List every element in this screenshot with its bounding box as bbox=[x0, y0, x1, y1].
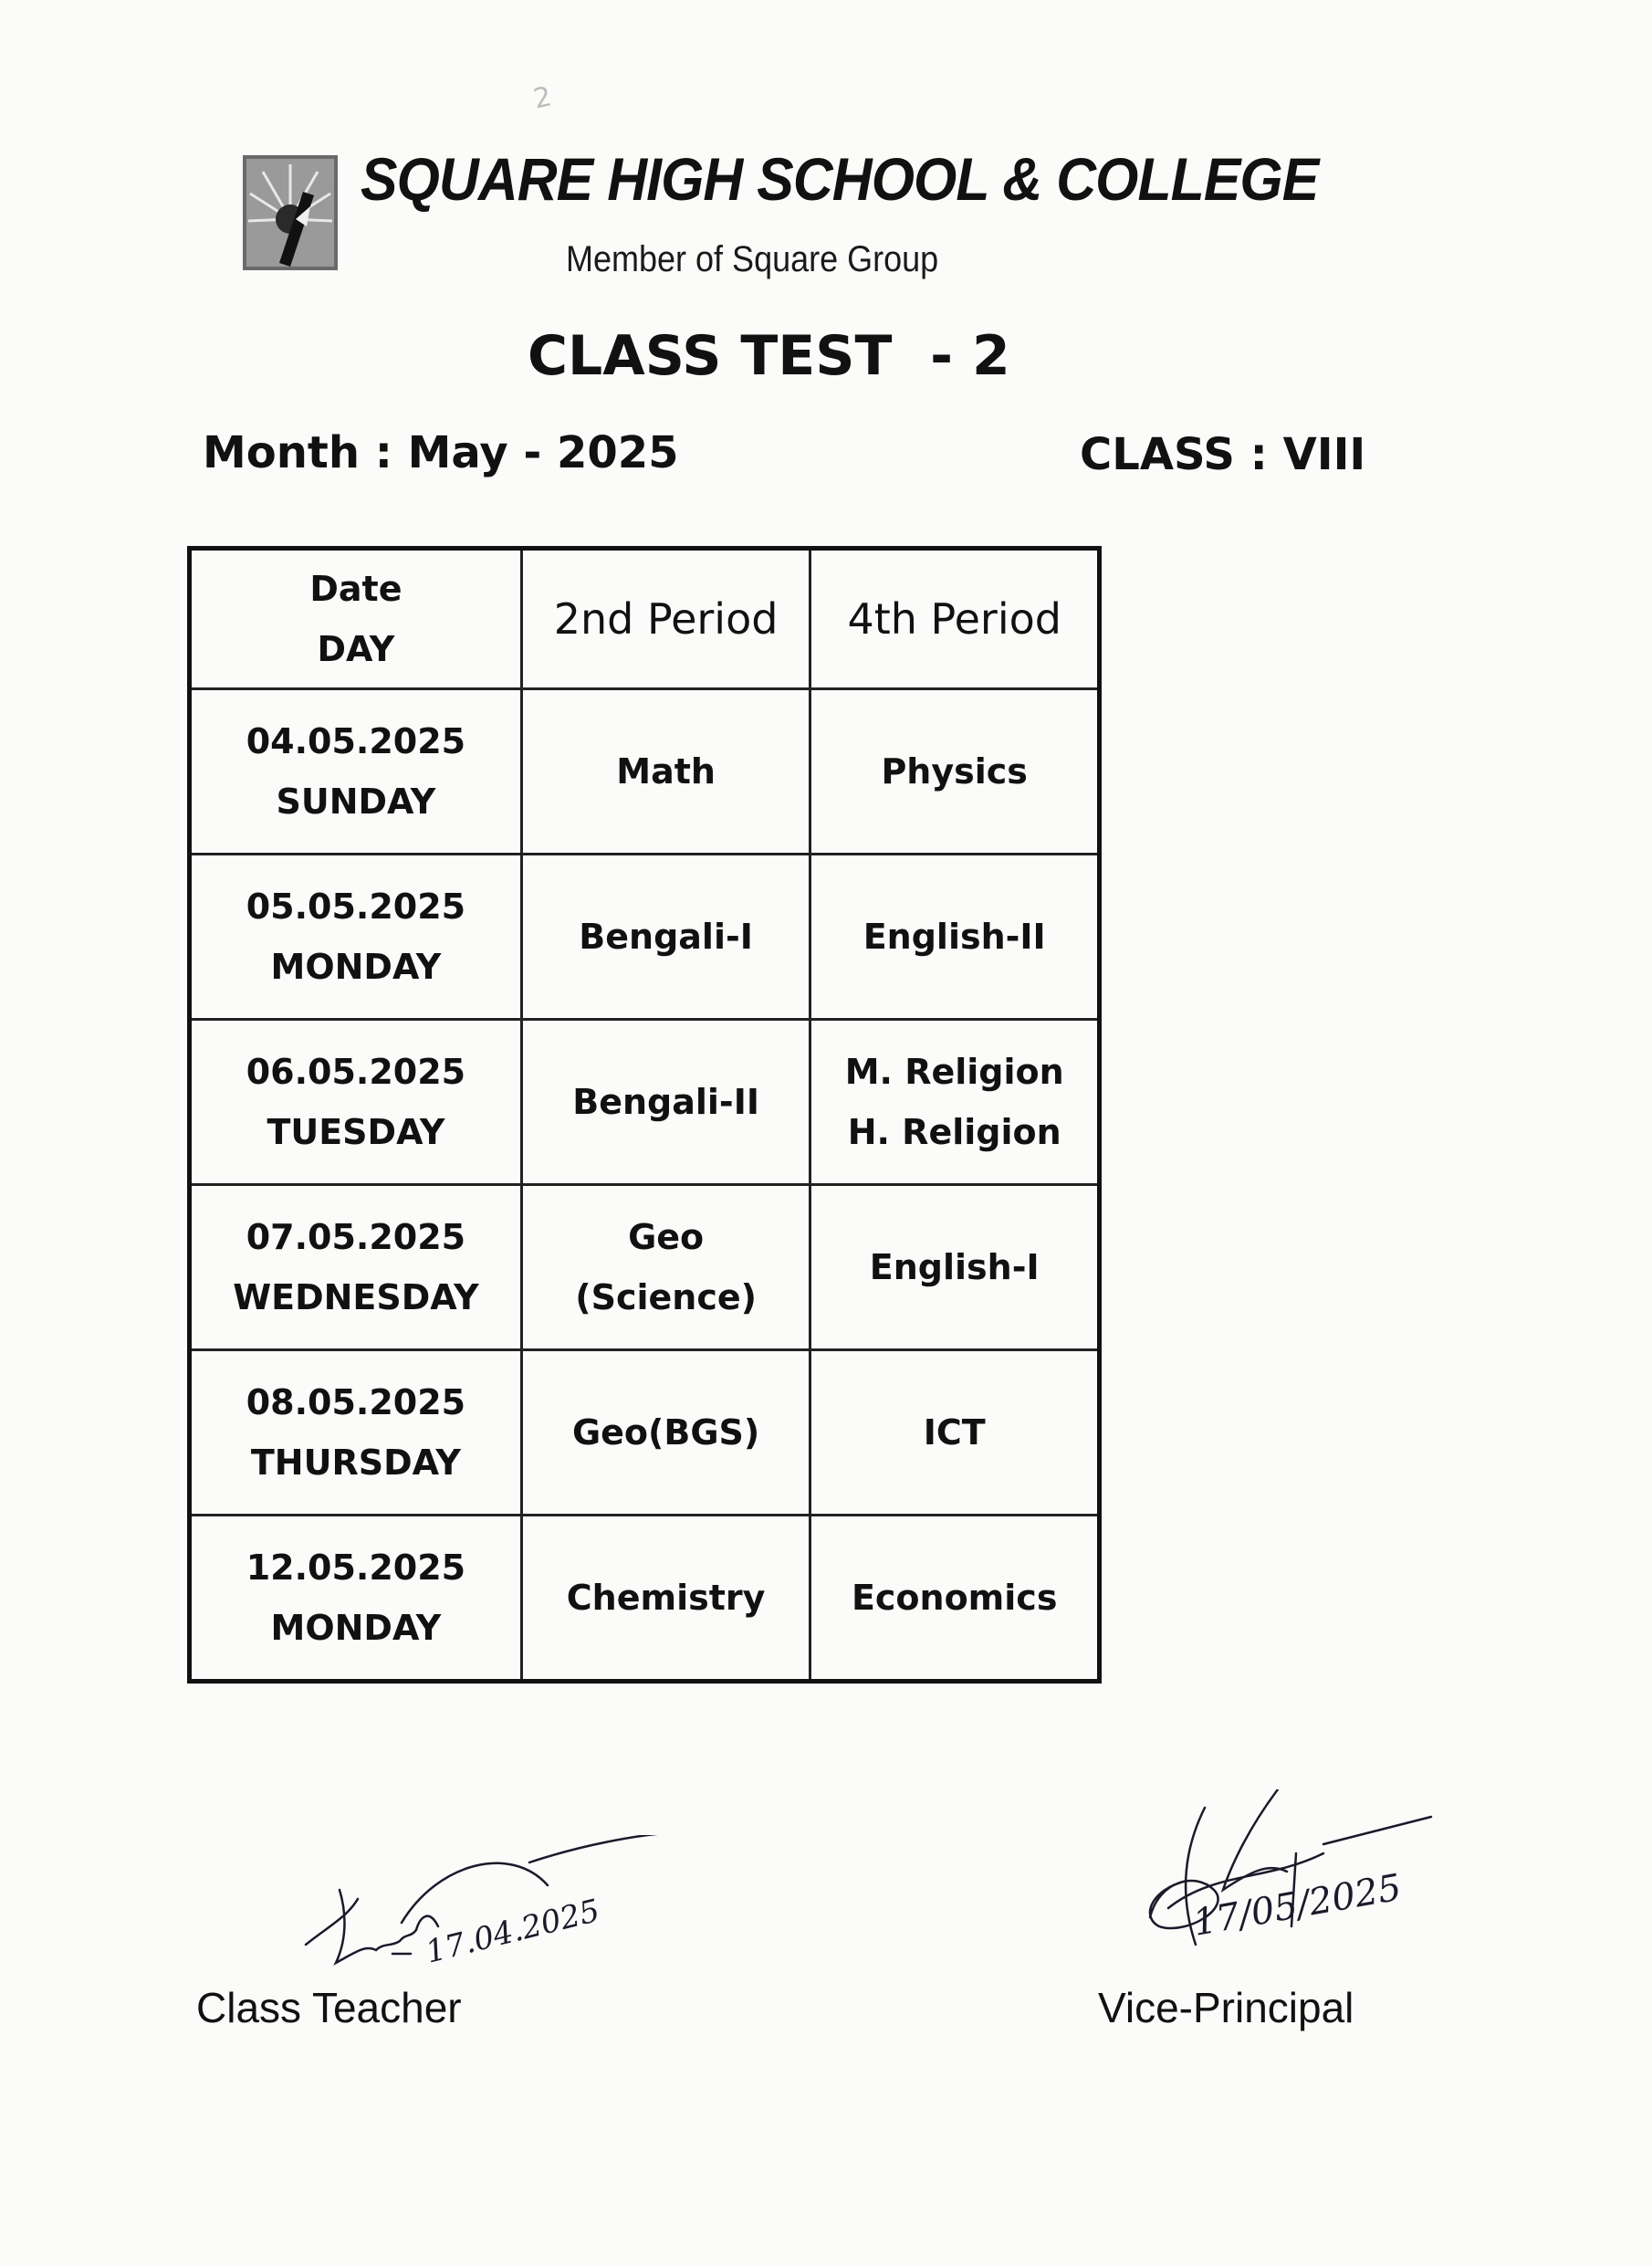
subject-name: Geo bbox=[628, 1217, 705, 1257]
subject-name: M. Religion bbox=[844, 1052, 1064, 1092]
period2-subject-cell bbox=[521, 1020, 810, 1185]
month-label: Month : May - 2025 bbox=[203, 427, 679, 478]
table-row bbox=[190, 1350, 1100, 1516]
period4-subject-cell bbox=[810, 1516, 1100, 1682]
day-header-label: DAY bbox=[317, 629, 395, 669]
period2-subject-cell bbox=[521, 855, 810, 1020]
exam-date: 06.05.2025 bbox=[246, 1052, 466, 1092]
subject-name: Bengali-I bbox=[579, 917, 753, 957]
subject-name: Geo(BGS) bbox=[571, 1412, 760, 1453]
period4-subject-cell bbox=[810, 689, 1100, 855]
school-name: SQUARE HIGH SCHOOL & COLLEGE bbox=[361, 145, 1319, 213]
class-teacher-signature bbox=[292, 1835, 675, 1990]
date-day-cell bbox=[190, 689, 522, 855]
school-subtitle: Member of Square Group bbox=[566, 239, 939, 279]
table-row bbox=[190, 1516, 1100, 1682]
exam-date: 04.05.2025 bbox=[246, 721, 466, 761]
exam-schedule-table bbox=[187, 546, 1102, 1684]
vice-principal-label: Vice-Principal bbox=[1098, 1984, 1354, 2031]
table-row bbox=[190, 1020, 1100, 1185]
period4-subject-cell bbox=[810, 1020, 1100, 1185]
period2-subject-cell bbox=[521, 1516, 810, 1682]
exam-day: MONDAY bbox=[270, 947, 442, 987]
period2-subject-cell bbox=[521, 1350, 810, 1516]
period2-subject-cell bbox=[521, 689, 810, 855]
subject-name: Chemistry bbox=[566, 1578, 766, 1618]
date-day-cell bbox=[190, 855, 522, 1020]
exam-date: 08.05.2025 bbox=[246, 1382, 466, 1422]
subject-name: Physics bbox=[881, 751, 1028, 792]
vice-principal-signature bbox=[1132, 1789, 1433, 1972]
subject-name: Economics bbox=[851, 1578, 1058, 1618]
period4-subject-cell bbox=[810, 855, 1100, 1020]
subject-name: Math bbox=[616, 751, 716, 792]
subject-name: English-I bbox=[869, 1247, 1040, 1287]
subject-name: ICT bbox=[923, 1412, 986, 1453]
exam-day: MONDAY bbox=[270, 1608, 442, 1648]
period4-subject-cell bbox=[810, 1185, 1100, 1350]
table-row bbox=[190, 1185, 1100, 1350]
class-teacher-signature-date: 17.04.2025 bbox=[422, 1892, 604, 1971]
date-day-header bbox=[190, 549, 522, 689]
period2-subject-cell bbox=[521, 1185, 810, 1350]
table-row bbox=[190, 855, 1100, 1020]
subject-name: H. Religion bbox=[847, 1112, 1061, 1152]
exam-date: 07.05.2025 bbox=[246, 1217, 466, 1257]
page-number-mark: 2 bbox=[530, 80, 555, 116]
table-row bbox=[190, 689, 1100, 855]
subject-name: English-II bbox=[863, 917, 1046, 957]
date-day-cell bbox=[190, 1020, 522, 1185]
exam-day: WEDNESDAY bbox=[233, 1277, 479, 1317]
school-logo bbox=[243, 155, 338, 270]
exam-day: THURSDAY bbox=[250, 1442, 461, 1483]
exam-date: 12.05.2025 bbox=[246, 1547, 466, 1588]
exam-date: 05.05.2025 bbox=[246, 886, 466, 927]
date-day-cell bbox=[190, 1185, 522, 1350]
subject-name: Bengali-II bbox=[572, 1082, 759, 1122]
date-day-cell bbox=[190, 1516, 522, 1682]
class-teacher-label: Class Teacher bbox=[196, 1984, 462, 2031]
exam-day: TUESDAY bbox=[267, 1112, 445, 1152]
test-title: CLASS TEST - 2 bbox=[528, 324, 1010, 388]
period2-header: 2nd Period bbox=[521, 549, 810, 689]
subject-name: (Science) bbox=[575, 1277, 757, 1317]
period4-header: 4th Period bbox=[810, 549, 1100, 689]
period4-subject-cell bbox=[810, 1350, 1100, 1516]
date-day-cell bbox=[190, 1350, 522, 1516]
date-header-label: Date bbox=[309, 569, 403, 609]
vice-principal-signature-date: 17/05/2025 bbox=[1189, 1866, 1405, 1945]
exam-day: SUNDAY bbox=[276, 782, 436, 822]
table-header-row bbox=[190, 549, 1100, 689]
class-label: CLASS : VIII bbox=[1080, 429, 1366, 480]
